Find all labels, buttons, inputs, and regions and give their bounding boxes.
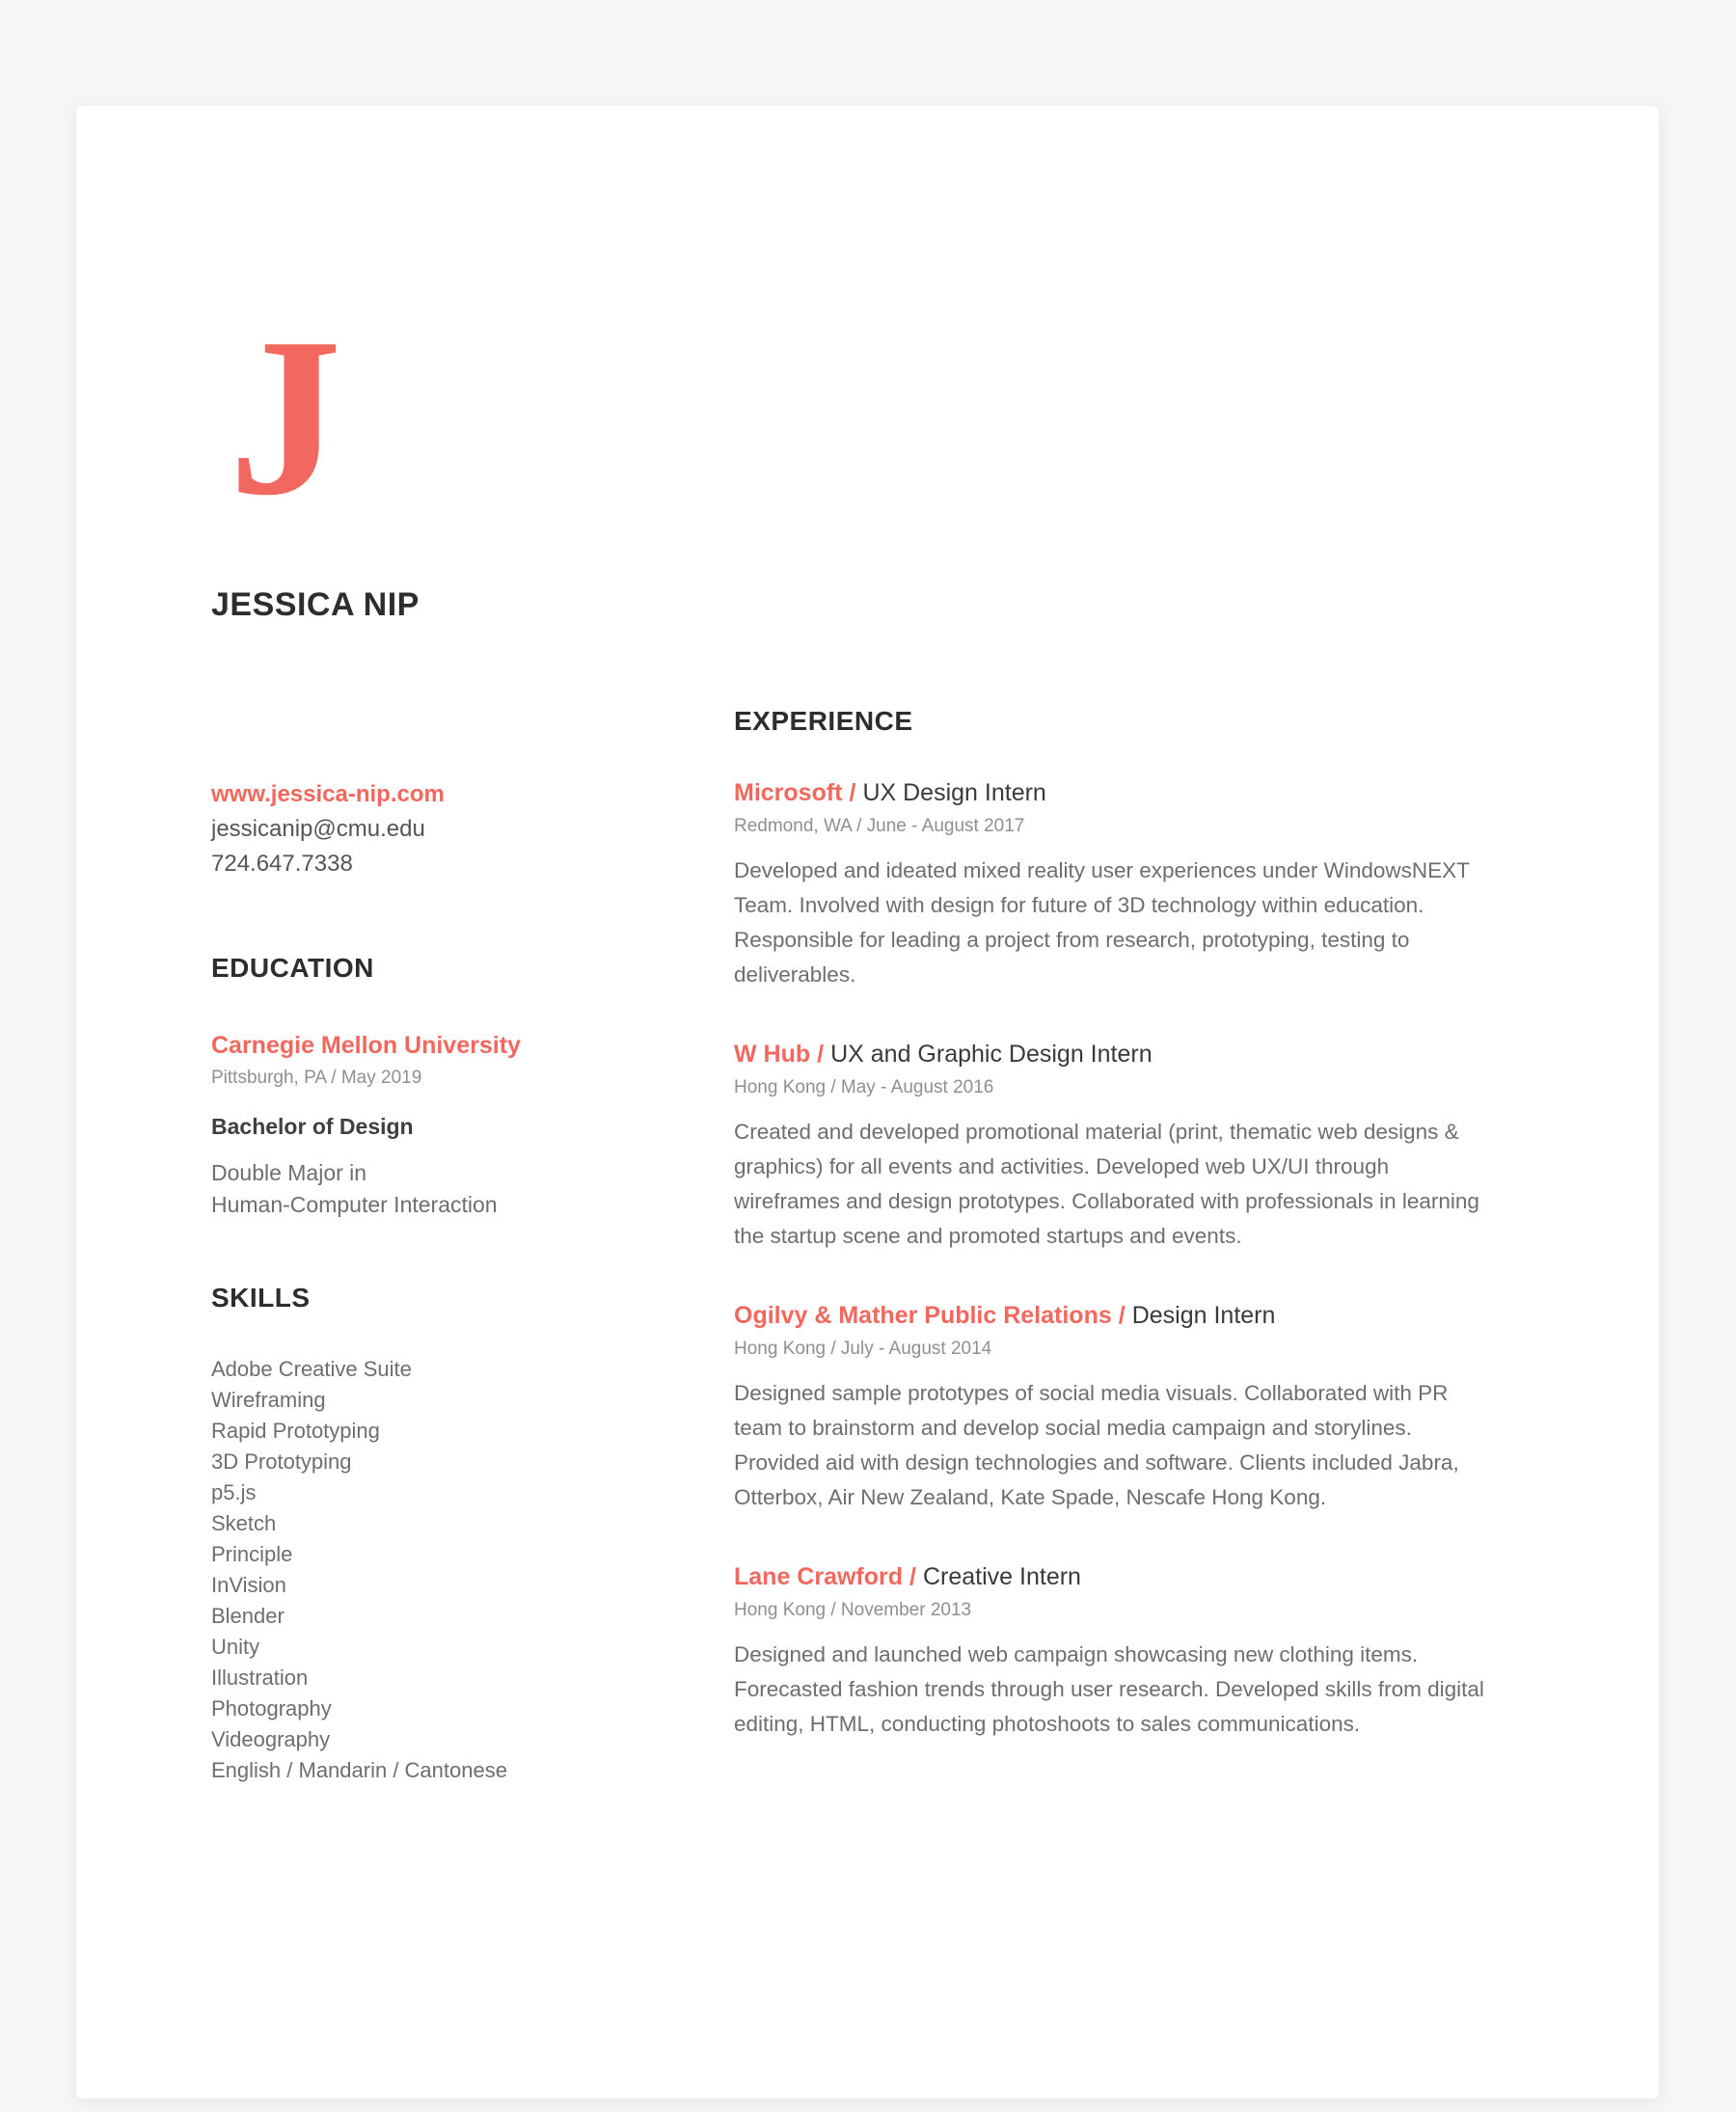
job-title <box>734 779 1484 807</box>
skill-item: Wireframing <box>211 1388 326 1412</box>
skills-section <box>211 1283 655 1786</box>
job-company: W Hub <box>734 1041 811 1068</box>
education-major <box>211 1157 655 1221</box>
job-description: Designed sample prototypes of social media visuals. Collaborated with PR team to brainstorm and develop social media campaign and storylines. Provided aid with design technologies and software. Clients included Jabra, Otterbox, Air New Zealand, Kate Spade, Nescafe Hong Kong. <box>734 1381 1459 1509</box>
job-title <box>734 1302 1484 1330</box>
job-description: Created and developed promotional material (print, thematic web designs & graphics) for all events and activities. Developed web UX/UI through wireframes and design prototypes. Collaborated with professionals in learning the startup scene and promoted startups and events. <box>734 1120 1479 1248</box>
email-text: jessicanip@cmu.edu <box>211 816 425 842</box>
experience-section <box>734 706 1484 1790</box>
education-school: Carnegie Mellon University <box>211 1032 521 1059</box>
education-major-line2: Human-Computer Interaction <box>211 1192 498 1217</box>
website-link: www.jessica-nip.com <box>211 781 445 807</box>
skill-item: Adobe Creative Suite <box>211 1357 412 1381</box>
title-separator: / <box>817 1041 825 1068</box>
contact-block <box>211 777 445 881</box>
person-name: JESSICA NIP <box>211 586 420 623</box>
education-major-line1: Double Major in <box>211 1160 367 1185</box>
title-separator: / <box>849 779 856 806</box>
job-role: Creative Intern <box>922 1563 1081 1590</box>
job-entry-lanecrawford <box>734 1563 1484 1742</box>
skill-item: p5.js <box>211 1480 257 1504</box>
job-meta: Hong Kong / November 2013 <box>734 1600 972 1620</box>
skill-item: Videography <box>211 1727 331 1751</box>
job-entry-microsoft <box>734 779 1484 992</box>
job-company: Ogilvy & Mather Public Relations <box>734 1302 1112 1329</box>
skill-item: Sketch <box>211 1511 277 1535</box>
title-separator: / <box>909 1563 916 1590</box>
job-meta: Hong Kong / May - August 2016 <box>734 1077 994 1097</box>
skill-item: InVision <box>211 1573 286 1597</box>
skill-item: English / Mandarin / Cantonese <box>211 1758 507 1782</box>
skill-item: Blender <box>211 1604 285 1628</box>
skill-item: Illustration <box>211 1665 309 1690</box>
job-entry-ogilvy <box>734 1302 1484 1515</box>
monogram-logo: J <box>229 291 342 542</box>
job-company: Lane Crawford <box>734 1563 904 1590</box>
experience-heading: EXPERIENCE <box>734 706 913 736</box>
skill-item: Rapid Prototyping <box>211 1419 380 1443</box>
job-role: UX and Graphic Design Intern <box>830 1041 1153 1068</box>
title-separator: / <box>1118 1302 1126 1329</box>
resume-page <box>76 106 1659 2098</box>
job-description: Designed and launched web campaign showcasing new clothing items. Forecasted fashion trends through user research. Developed skills from digital editing, HTML, conducting photoshoots to sales communications. <box>734 1642 1484 1736</box>
job-role: Design Intern <box>1131 1302 1276 1329</box>
job-entry-whub <box>734 1041 1484 1254</box>
education-heading: EDUCATION <box>211 953 374 983</box>
phone-text: 724.647.7338 <box>211 851 353 877</box>
skill-item: Unity <box>211 1635 260 1659</box>
skill-item: Photography <box>211 1696 332 1720</box>
skill-item: Principle <box>211 1542 293 1566</box>
education-degree: Bachelor of Design <box>211 1114 414 1139</box>
job-company: Microsoft <box>734 779 843 806</box>
job-title <box>734 1041 1484 1069</box>
job-role: UX Design Intern <box>862 779 1046 806</box>
job-description: Developed and ideated mixed reality user experiences under WindowsNEXT Team. Involved with design for future of 3D technology within education. Responsible for leading a project from research, prototyping, testing to deliverables. <box>734 858 1470 987</box>
education-section <box>211 953 655 1221</box>
job-meta: Hong Kong / July - August 2014 <box>734 1339 992 1359</box>
skills-heading: SKILLS <box>211 1283 311 1313</box>
education-meta: Pittsburgh, PA / May 2019 <box>211 1068 422 1088</box>
job-title <box>734 1563 1484 1591</box>
job-meta: Redmond, WA / June - August 2017 <box>734 816 1025 836</box>
skill-item: 3D Prototyping <box>211 1449 352 1474</box>
skills-list <box>211 1354 655 1786</box>
